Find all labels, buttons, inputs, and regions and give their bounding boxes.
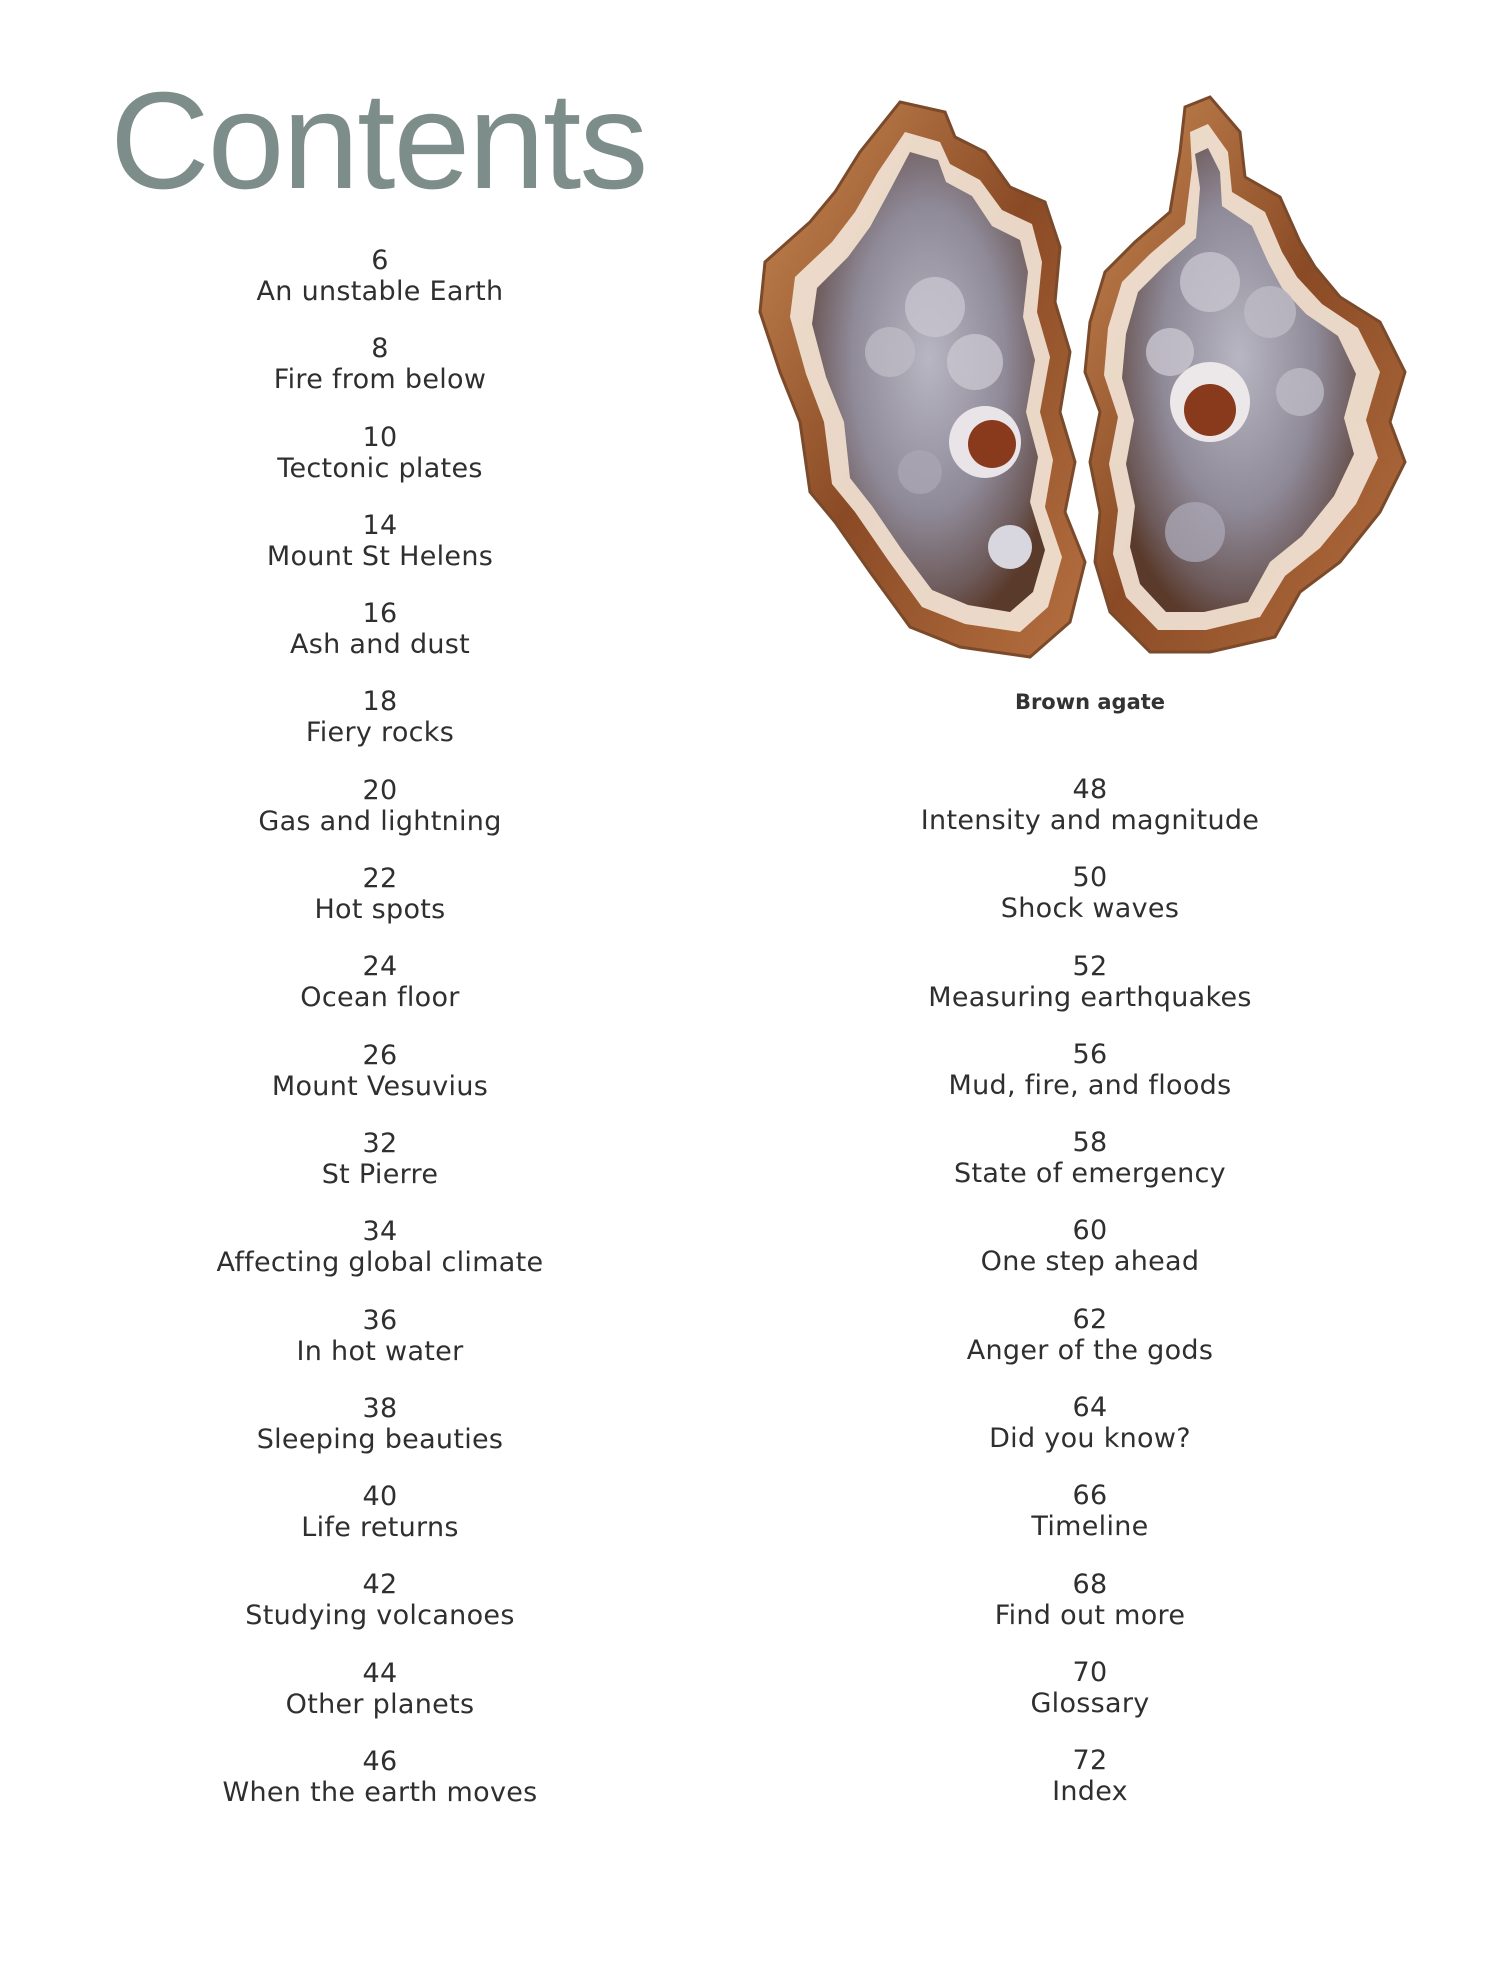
toc-entry-title: Timeline: [1031, 1511, 1149, 1543]
toc-page-number: 18: [362, 686, 398, 718]
toc-entry: [810, 1569, 1370, 1657]
toc-entry-title: Other planets: [285, 1688, 475, 1720]
toc-entry: [100, 686, 660, 774]
toc-page-number: 24: [362, 951, 398, 983]
toc-page-number: 62: [1072, 1303, 1108, 1335]
toc-page-number: 60: [1072, 1215, 1108, 1247]
toc-entry: [100, 1569, 660, 1657]
toc-page-number: 32: [362, 1127, 398, 1159]
toc-page-number: 6: [371, 245, 389, 276]
toc-entry: [100, 245, 660, 333]
toc-entry: [100, 1040, 660, 1128]
toc-entry-title: Fire from below: [273, 364, 487, 396]
toc-entry-title: Hot spots: [314, 894, 446, 926]
toc-entry: [100, 1393, 660, 1481]
toc-page-number: 52: [1072, 950, 1108, 982]
page-title: Contents: [110, 64, 647, 218]
toc-entry-title: Life returns: [301, 1512, 459, 1544]
toc-entry-title: Index: [1052, 1776, 1128, 1808]
toc-entry-title: One step ahead: [980, 1246, 1200, 1278]
toc-entry-title: When the earth moves: [222, 1777, 538, 1809]
toc-page-number: 34: [362, 1216, 398, 1248]
toc-page-number: 40: [362, 1481, 398, 1513]
toc-entry: [100, 1746, 660, 1834]
toc-entry: [810, 1127, 1370, 1215]
toc-entry: [100, 951, 660, 1039]
toc-entry-title: Fiery rocks: [305, 717, 455, 749]
toc-entry: [100, 422, 660, 510]
toc-entry: [100, 775, 660, 863]
toc-entry-title: Ocean floor: [300, 982, 460, 1014]
toc-entry-title: An unstable Earth: [256, 276, 504, 307]
toc-entry-title: Shock waves: [1000, 893, 1180, 925]
toc-entry: [810, 862, 1370, 950]
toc-page-number: 20: [362, 774, 398, 806]
toc-entry-title: Sleeping beauties: [256, 1423, 504, 1455]
toc-entry-title: Did you know?: [989, 1423, 1191, 1455]
toc-entry-title: Mud, fire, and floods: [948, 1069, 1232, 1101]
toc-entry: [100, 1658, 660, 1746]
toc-entry-title: Find out more: [994, 1599, 1186, 1631]
toc-entry: [100, 510, 660, 598]
toc-page-number: 48: [1072, 774, 1108, 805]
toc-entry: [810, 1657, 1370, 1745]
toc-entry: [810, 1392, 1370, 1480]
toc-page-number: 70: [1072, 1656, 1108, 1688]
toc-entry: [100, 863, 660, 951]
toc-entry: [810, 951, 1370, 1039]
toc-page-number: 14: [362, 509, 398, 541]
agate-right-half: [1085, 97, 1405, 652]
toc-entry: [810, 774, 1370, 862]
toc-page-number: 72: [1072, 1745, 1108, 1777]
toc-page-number: 36: [362, 1304, 398, 1336]
toc-entry-title: State of emergency: [954, 1158, 1226, 1190]
toc-entry-title: Tectonic plates: [277, 452, 483, 484]
toc-page-number: 58: [1072, 1127, 1108, 1159]
toc-entry: [810, 1304, 1370, 1392]
toc-entry: [810, 1480, 1370, 1568]
toc-page-number: 8: [371, 333, 389, 365]
toc-entry: [810, 1745, 1370, 1833]
toc-entry: [100, 1216, 660, 1304]
agate-left-half: [760, 102, 1085, 657]
toc-entry: [100, 1481, 660, 1569]
toc-entry-title: Studying volcanoes: [245, 1600, 515, 1632]
image-caption: Brown agate: [1014, 690, 1166, 714]
toc-page-number: 50: [1072, 862, 1108, 894]
toc-entry-title: St Pierre: [321, 1158, 439, 1190]
toc-page-number: 66: [1072, 1480, 1108, 1512]
toc-entry: [100, 598, 660, 686]
toc-entry-title: Gas and lightning: [258, 805, 502, 837]
toc-page-number: 22: [362, 863, 398, 895]
brown-agate-photo: [740, 92, 1430, 682]
toc-page-number: 46: [362, 1746, 398, 1778]
toc-page-number: 38: [362, 1392, 398, 1424]
toc-entry: [100, 333, 660, 421]
toc-entry-title: Mount Vesuvius: [271, 1070, 489, 1102]
toc-page-number: 44: [362, 1657, 398, 1689]
toc-entry-title: Mount St Helens: [266, 540, 494, 572]
toc-entry: [810, 1215, 1370, 1303]
toc-page-number: 26: [362, 1039, 398, 1071]
toc-entry-title: Glossary: [1030, 1687, 1150, 1719]
toc-entry: [100, 1305, 660, 1393]
toc-entry-title: Measuring earthquakes: [928, 981, 1252, 1013]
toc-page-number: 56: [1072, 1038, 1108, 1070]
toc-page-number: 10: [362, 421, 398, 453]
toc-page-number: 16: [362, 598, 398, 630]
toc-entry-title: In hot water: [296, 1335, 464, 1367]
toc-entry-title: Ash and dust: [289, 629, 471, 661]
toc-entry-title: Affecting global climate: [216, 1247, 544, 1279]
toc-entry-title: Anger of the gods: [966, 1334, 1214, 1366]
toc-left-column: [100, 245, 660, 1834]
toc-entry: [100, 1128, 660, 1216]
toc-entry: [810, 1039, 1370, 1127]
toc-entry-title: Intensity and magnitude: [920, 805, 1260, 836]
toc-page-number: 64: [1072, 1392, 1108, 1424]
toc-page-number: 68: [1072, 1568, 1108, 1600]
toc-right-column: [810, 774, 1370, 1834]
toc-page-number: 42: [362, 1569, 398, 1601]
